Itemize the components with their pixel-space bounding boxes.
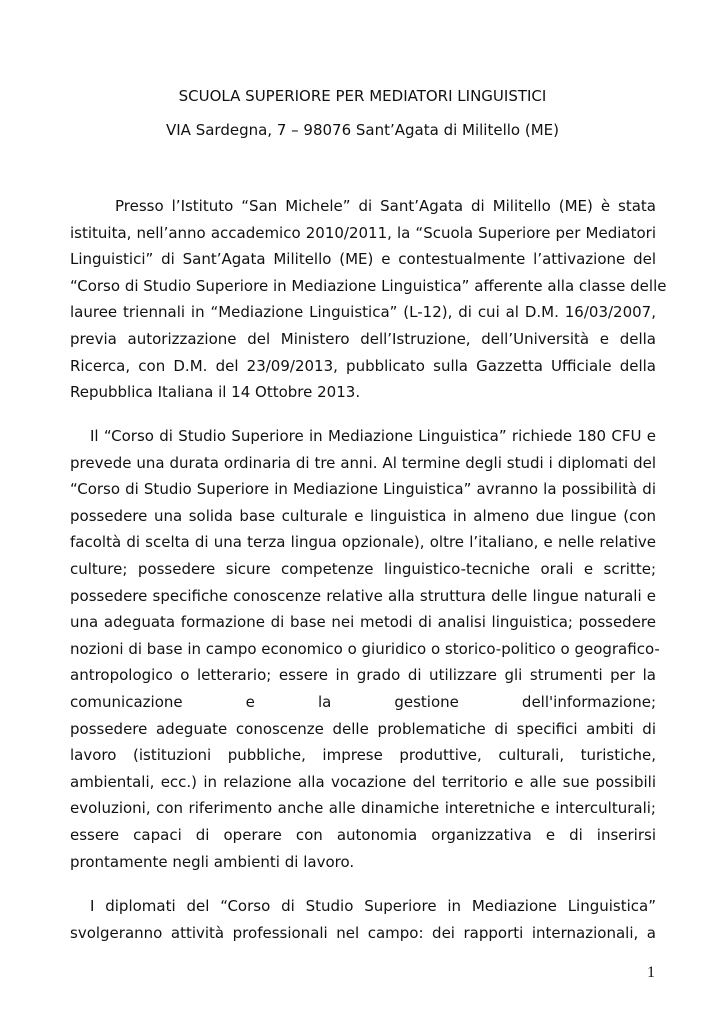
- paragraph-professional-activities: [70, 893, 656, 946]
- text-line: Ricerca, con D.M. del 23/09/2013, pubblicato sulla Gazzetta Ufficiale della: [70, 356, 656, 375]
- text-line: nozioni di base in campo economico o giuridico o storico-politico o geografico-: [70, 639, 660, 658]
- text-line: Il “Corso di Studio Superiore in Mediazione Linguistica” richiede 180 CFU e: [90, 427, 656, 445]
- paragraph-course-description: [70, 423, 660, 875]
- text-line: antropologico o letterario; essere in grado di utilizzare gli strumenti per la: [70, 666, 656, 685]
- paragraph-intro: [70, 193, 667, 406]
- page-number: 1: [647, 964, 655, 981]
- text-line: facoltà di scelta di una terza lingua opzionale), oltre l’italiano, e nelle relative: [70, 533, 656, 552]
- text-line: “Corso di Studio Superiore in Mediazione Linguistica” avranno la possibilità di: [70, 480, 656, 499]
- text-line: possedere adeguate conoscenze delle problematiche di specifici ambiti di: [70, 719, 656, 738]
- text-line: Presso l’Istituto “San Michele” di Sant’Agata di Militello (ME) è stata: [115, 197, 656, 215]
- text-line: svolgeranno attività professionali nel campo: dei rapporti internazionali, a: [70, 923, 656, 942]
- text-line: lauree triennali in “Mediazione Linguistica” (L-12), di cui al D.M. 16/03/2007,: [70, 303, 656, 322]
- text-line: prevede una durata ordinaria di tre anni. Al termine degli studi i diplomati del: [70, 453, 656, 472]
- school-name-heading: SCUOLA SUPERIORE PER MEDIATORI LINGUISTICI: [178, 87, 547, 105]
- text-line: previa autorizzazione del Ministero dell’Istruzione, dell’Università e della: [70, 329, 656, 348]
- text-line: Repubblica Italiana il 14 Ottobre 2013.: [70, 383, 361, 402]
- text-line: culture; possedere sicure competenze linguistico-tecniche orali e scritte;: [70, 559, 656, 578]
- school-address: VIA Sardegna, 7 – 98076 Sant’Agata di Militello (ME): [165, 121, 559, 139]
- text-line: istituita, nell’anno accademico 2010/2011, la “Scuola Superiore per Mediatori: [70, 223, 656, 242]
- text-line: ambientali, ecc.) in relazione alla vocazione del territorio e alle sue possibili: [70, 772, 656, 791]
- text-line: prontamente negli ambienti di lavoro.: [70, 852, 355, 871]
- text-line: evoluzioni, con riferimento anche alle dinamiche interetniche e interculturali;: [70, 799, 656, 818]
- text-line: essere capaci di operare con autonomia organizzativa e di inserirsi: [70, 825, 656, 844]
- text-line: Linguistici” di Sant’Agata Militello (ME) e contestualmente l’attivazione del: [70, 250, 656, 269]
- text-line: lavoro (istituzioni pubbliche, imprese produttive, culturali, turistiche,: [70, 746, 656, 765]
- text-line: “Corso di Studio Superiore in Mediazione Linguistica” afferente alla classe delle: [70, 276, 667, 295]
- text-line: possedere una solida base culturale e linguistica in almeno due lingue (con: [70, 506, 656, 525]
- text-line: una adeguata formazione di base nei metodi di analisi linguistica; possedere: [70, 613, 656, 632]
- text-line: comunicazione e la gestione dell'informazione;: [70, 692, 656, 711]
- text-line: I diplomati del “Corso di Studio Superiore in Mediazione Linguistica”: [90, 897, 656, 915]
- text-line: possedere specifiche conoscenze relative alla struttura delle lingue naturali e: [70, 586, 656, 605]
